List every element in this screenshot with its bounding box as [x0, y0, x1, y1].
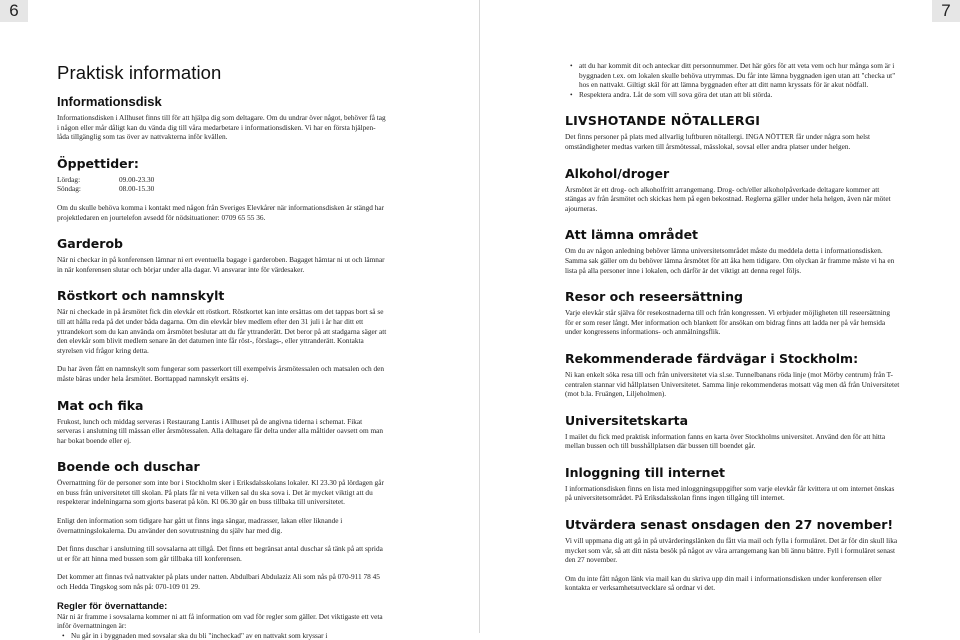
inloggning-text: I informationsdisken finns en lista med inloggningsuppgifter som varje elevkår får kvittera ut om internet önskas på universitetsområdet. På Eriksdalsskolan finns ingen tillgång till internet.: [565, 483, 895, 503]
boende-text-4: Det kommer att finnas två nattvakter på plats under natten. Abdulbari Abdulaziz Ali som nås på 070-911 78 45 och Hedda Tingskog som nås på: 070-109 01 29.: [57, 572, 380, 592]
page-spine: [479, 0, 480, 633]
list-item: • Respektera andra. Låt de som vill sova göra det utan att bli störda.: [579, 90, 900, 100]
fardvagar-text: Ni kan enkelt söka resa till och från universitetet via sl.se. Tunnelbanans röda linje (mot Mörby centrum) från T-centralen stannar vid hållplatsen Universitetet. Samma linje rekommenderas motsatt väg men då från Universitetet (mot b.la. Fruängen, Liljeholmen).: [565, 369, 900, 399]
section-heading-fardvagar: Rekommenderade färdvägar i Stockholm:: [565, 350, 859, 366]
rostkort-text-2: Du har även fått en namnskylt som fungerar som passerkort till exempelvis årsmötessalen och matsalen och den måste bäras under hela årsmötet. Borttappad namnskylt ersätts ej.: [57, 364, 385, 383]
utvardera-text-1: Vi vill uppmana dig att gå in på utvärderingslänken du fått via mail och fylla i formuläret. Det är för din skull lika mycket som vår, så att ditt nästa besök på något av våra arrangemang kan bli ännu bättre. Fyll i formuläret senast den 27 november.: [565, 536, 898, 565]
section-heading-notallergi: LIVSHOTANDE NÖTALLERGI: [565, 113, 761, 129]
right-page-column: [565, 61, 900, 593]
section-heading-karta: Universitetskarta: [565, 412, 689, 428]
section-heading-garderob: Garderob: [57, 236, 123, 252]
notallergi-text: Det finns personer på plats med allvarlig luftburen nötallergi. INGA NÖTTER får under några som helst omständigheter medtas varken till årsmötessal, mässlokal, sovsal eller andra platser under helgen.: [565, 132, 871, 151]
page-title: Praktisk information: [57, 62, 222, 83]
list-item: • att du har kommit dit och anteckar ditt personnummer. Det här görs för att veta vem och hur många som är i byggnaden t.ex. om lokalen skulle behöva utrymmas. Du får inte lämna byggnaden igen utan att "checka ut" hos en nattvakt. Giltigt skäl för att lämna byggnaden efter att ditt namn kryssats för är akut nödfall.: [579, 61, 900, 90]
hours-day-label: Söndag:: [57, 184, 81, 194]
utvardera-text-2: Om du inte fått någon länk via mail kan du skriva upp din mail i informationsdisken under konferensen eller kontakta er verksamhetsutvecklare så ordnar vi det.: [565, 573, 882, 593]
resor-text: Varje elevkår står själva för resekostnaderna till och från kongressen. Vi erbjuder möjligheten till reseersättning för er som reser långt. Mer information och blankett för ansökan om bidrag finns att ladda ner på vår hemsida under kongressens informations- och anmälningsflik.: [565, 308, 891, 337]
page-number-left: 6: [0, 0, 28, 22]
boende-text-3: Det finns duschar i anslutning till sovsalarna att tillgå. Det finns ett begränsat antal duschar så tänk på att sprida ut er för att hinna med bussen som går tillbaka till konferensen.: [57, 544, 383, 563]
left-page-column: [57, 62, 387, 640]
section-heading-inloggning: Inloggning till internet: [565, 464, 726, 480]
section-heading-regler: Regler för övernattande:: [57, 600, 168, 612]
hours-day-label: Lördag:: [57, 174, 81, 184]
section-heading-rostkort: Röstkort och namnskylt: [57, 288, 225, 304]
section-heading-boende: Boende och duschar: [57, 459, 200, 475]
section-heading-lamna: Att lämna området: [565, 227, 699, 243]
boende-text-1: Övernattning för de personer som inte bor i Stockholm sker i Eriksdalsskolans lokaler. Kl 23.30 på lördagen går en buss från universitetet till skolan. På plats får ni veta vilken sal du ska sova i. Det är mycket viktigt att du respekterar indelningarna som gjorts baserat på kön. Kl 06.30 går en buss tillbaka till universitetet.: [57, 478, 384, 507]
section-heading-mat: Mat och fika: [57, 397, 144, 413]
page-number-right: 7: [932, 0, 960, 22]
section-heading-oppettider: Öppettider:: [57, 155, 139, 171]
section-heading-informationsdisk: Informationsdisk: [57, 94, 162, 109]
oppettider-text: Om du skulle behöva komma i kontakt med någon från Sveriges Elevkårer när informationsdisken är stängd har projektledaren en jourtelefon avsedd för nödsituationer: 0709 65 55 36.: [57, 202, 385, 222]
regler-list: [57, 631, 387, 640]
list-item: • Nu går in i byggnaden med sovsalar ska du bli "incheckad" av en nattvakt som kryssar i: [71, 631, 387, 640]
hours-time: 08.00-15.30: [119, 184, 155, 194]
garderob-text: När ni checkar in på konferensen lämnar ni ert eventuella bagage i garderoben. Bagaget hämtar ni ut och lämnar in när konferensen slutar och börjar under alla dagar. Vi ansvarar inte för värdesaker.: [57, 255, 385, 274]
regler-text: När ni är framme i sovsalarna kommer ni att få information om vad för regler som gäller. Det viktigaste ett veta inför övernattningen är:: [57, 611, 383, 631]
karta-text: I mailet du fick med praktisk information fanns en karta över Stockholms universitet. Använd den för att hitta mellan bussen och till busshållplatsen där bussen till boendet går.: [565, 431, 886, 451]
regler-list-continued: [565, 61, 900, 99]
boende-text-2: Enligt den information som tidigare har gått ut finns inga sängar, madrasser, lakan eller liknande i övernattningslokalerna. Du använder den sovutrustning du själv har med dig.: [57, 516, 343, 535]
informationsdisk-text: Informationsdisken i Allhuset finns till för att hjälpa dig som deltagare. Om du undrar över något, behöver få tag i någon eller mår dåligt kan du vända dig till våra medarbetare i informationsdisken. Vi har en första hjälpen-låda tillgänglig som tas över av nattvakterna inför kvällen.: [57, 113, 386, 142]
mat-text: Frukost, lunch och middag serveras i Restaurang Lantis i Allhuset på de angivna tiderna i schemat. Fikat serveras i anslutning till mässan eller årsmötessalen. Alla deltagare får delta under alla måltider oavsett om man har bokat boende eller ej.: [57, 416, 384, 445]
section-heading-utvardera: Utvärdera senast onsdagen den 27 november!: [565, 517, 894, 533]
section-heading-alkohol: Alkohol/droger: [565, 165, 670, 181]
alkohol-text: Årsmötet är ett drog- och alkoholfritt arrangemang. Drog- och/eller alkoholpåverkade deltagare kommer att stängas av från årsmötet och skickas hem på egen bekostnad. Reglerna gäller under hela helgen, även när mötet ajourneras.: [565, 184, 891, 213]
hours-row-sunday: [57, 184, 387, 194]
hours-time: 09.00-23.30: [119, 174, 155, 184]
hours-row-saturday: [57, 175, 387, 185]
lamna-text: Om du av någon anledning behöver lämna universitetsområdet måste du meddela detta i informationsdisken. Samma sak gäller om du behöver lämna årsmötet för att åka hem tidigare. Om olyckan är framme måste vi ha en lista på alla personer inne i lokalen, och därför är det viktigt att denna regel följs.: [565, 246, 895, 275]
rostkort-text-1: När ni checkade in på årsmötet fick din elevkår ett röstkort. Röstkortet kan inte ersättas om det tappas bort så se till att hålla reda på det under båda dagarna. Om din elevkår blev medlem efter den 31 juli i år har ditt ett yttrandekort som du kan använda om årsmötet beslutar att du får yttranderätt. Det beror på att stadgarna säger att den elevkår som blivit medlem senare än det datumen inte får röst-, förslags-, eller yttranderätt. Kontakta styrelsen vid frågor kring detta.: [57, 307, 387, 355]
section-heading-resor: Resor och reseersättning: [565, 289, 743, 305]
